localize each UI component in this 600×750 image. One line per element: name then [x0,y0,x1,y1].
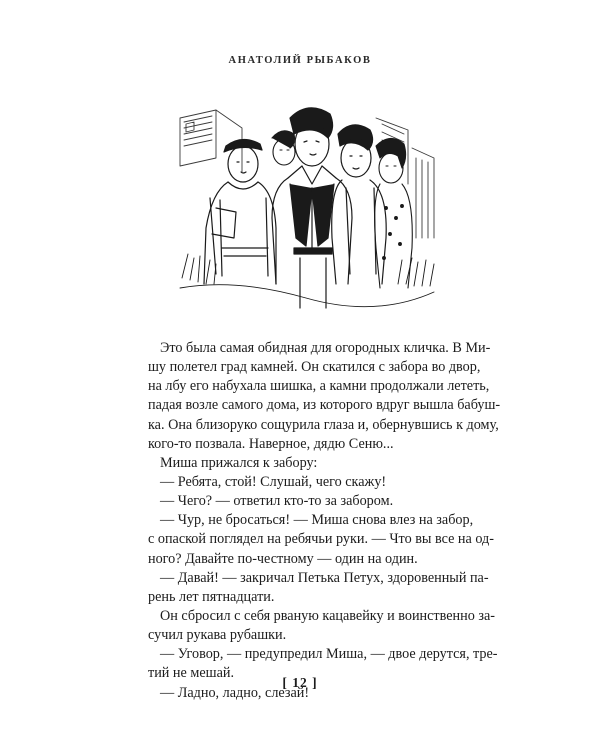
text-line: — Ребята, стой! Слушай, чего скажу! [160,473,387,490]
running-head: АНАТОЛИЙ РЫБАКОВ [228,55,372,66]
text-line: Он сбросил с себя рваную кацавейку и воинственно за- [160,607,495,624]
text-line: тий не мешай. [148,665,235,682]
text-line: кого-то позвала. Наверное, дядю Сеню... [148,435,394,452]
boy-left [204,139,276,284]
text-line: на лбу его набухала шишка, а камни продолжали лететь, [148,378,490,395]
text-line: ка. Она близоруко сощурила глаза и, обернувшись к дому, [148,416,499,433]
children-group-illustration [176,88,438,332]
illustration-drawing [176,88,438,332]
text-line: Миша прижался к забору: [160,454,318,471]
text-line: — Уговор, — предупредил Миша, — двое дерутся, тре- [160,646,498,663]
text-line: — Давай! — закричал Петька Петух, здоровенный па- [160,569,489,586]
text-line: рень лет пятнадцати. [148,588,275,605]
text-line: с опаской поглядел на ребячьи руки. — Что вы все на од- [148,531,494,548]
text-line: ного? Давайте по-честному — один на один. [148,550,418,567]
text-line: — Чего? — ответил кто-то за забором. [160,493,394,510]
page-number: [ 12 ] [282,675,318,690]
text-line: — Чур, не бросаться! — Миша снова влез на забор, [160,512,474,529]
girl-right [375,138,413,288]
text-line: сучил рукава рубашки. [148,627,287,644]
text-line: падая возле самого дома, из которого вдруг вышла бабуш- [148,397,501,414]
foreground-grass [180,254,434,307]
text-line: — Ладно, ладно, слезай! [160,684,310,701]
text-line: шу полетел град камней. Он скатился с забора во двор, [148,359,481,376]
body-text [148,339,501,703]
child-behind [272,131,295,165]
text-line: Это была самая обидная для огородных кличка. В Ми- [160,340,491,356]
